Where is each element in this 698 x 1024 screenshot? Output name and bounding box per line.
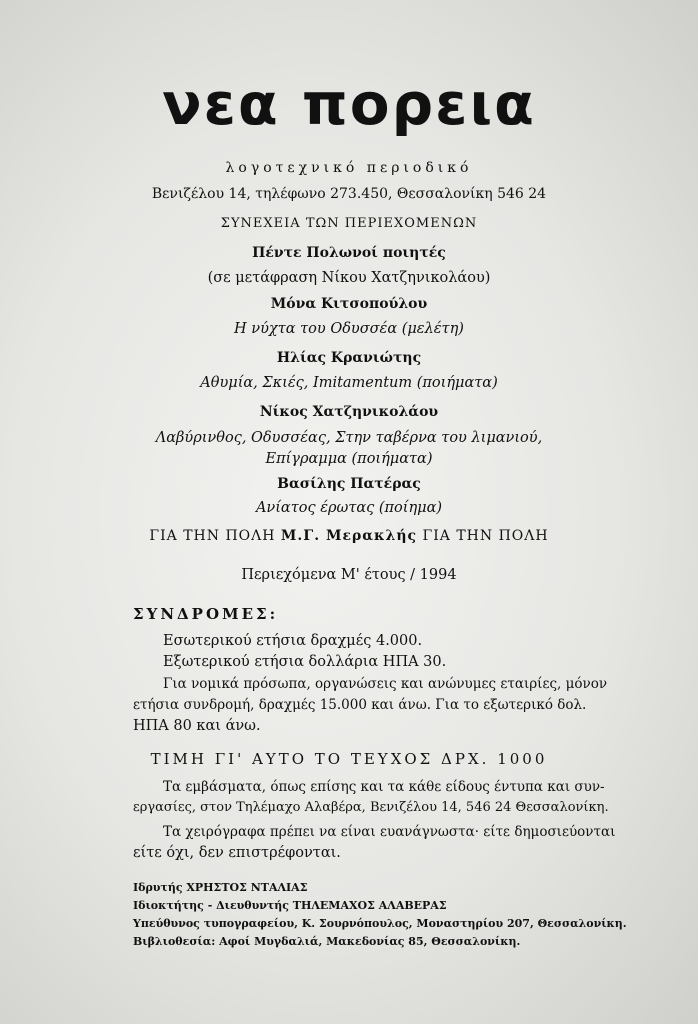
contents-work-3: Αθυμία, Σκιές, Imitamentum (ποιήματα) bbox=[200, 375, 498, 391]
issue-line: Περιεχόμενα Μ' έτους / 1994 bbox=[241, 567, 457, 583]
issue-price: ΤΙΜΗ ΓΙ' ΑΥΤΟ ΤΟ ΤΕΥΧΟΣ ΔΡΧ. 1000 bbox=[150, 750, 548, 768]
contents-work-5: Ανίατος έρωτας (ποίημα) bbox=[255, 500, 443, 516]
credit-founder: Ιδρυτής ΧΡΗΣΤΟΣ ΝΤΑΛΙΑΣ bbox=[133, 881, 308, 894]
note-line-4: είτε όχι, δεν επιστρέφονται. bbox=[133, 845, 341, 861]
subscription-legal-2: ετήσια συνδρομή, δραχμές 15.000 και άνω. Για το εξωτερικό δολ. bbox=[133, 697, 587, 713]
contents-heading: ΣΥΝΕΧΕΙΑ ΤΩΝ ΠΕΡΙΕΧΟΜΕΝΩΝ bbox=[220, 216, 478, 231]
note-line-2: εργασίες, στον Τηλέμαχο Αλαβέρα, Βενιζέλου 14, 546 24 Θεσσαλονίκη. bbox=[133, 800, 609, 815]
address-line: Βενιζέλου 14, τηλέφωνο 273.450, Θεσσαλονίκη 546 24 bbox=[151, 186, 547, 202]
subscription-legal-3: ΗΠΑ 80 και άνω. bbox=[133, 718, 261, 734]
contents-work-1: (σε μετάφραση Νίκου Χατζηνικολάου) bbox=[207, 270, 491, 286]
city-line-left: ΓΙΑ ΤΗΝ ΠΟΛΗ bbox=[149, 528, 276, 544]
contents-author-1: Πέντε Πολωνοί ποιητές bbox=[252, 245, 446, 261]
subtitle: λογοτεχνικό περιοδικό bbox=[225, 160, 473, 176]
subscription-foreign: Εξωτερικού ετήσια δολλάρια ΗΠΑ 30. bbox=[163, 654, 447, 670]
credit-bindery: Βιβλιοθεσία: Αφοί Μυγδαλιά, Μακεδονίας 85, Θεσσαλονίκη. bbox=[133, 935, 521, 948]
contents-author-5: Βασίλης Πατέρας bbox=[277, 476, 421, 492]
note-line-3: Τα χειρόγραφα πρέπει να είναι ευανάγνωστα· είτε δημοσιεύονται bbox=[163, 824, 616, 840]
credit-owner-director: Ιδιοκτήτης - Διευθυντής ΤΗΛΕΜΑΧΟΣ ΑΛΑΒΕΡΑΣ bbox=[133, 899, 447, 912]
contents-work-2: Η νύχτα του Οδυσσέα (μελέτη) bbox=[234, 321, 464, 337]
city-line-author: Μ.Γ. Μερακλής bbox=[280, 528, 418, 544]
credit-printer: Υπεύθυνος τυπογραφείου, Κ. Σουρνόπουλος, Μοναστηρίου 207, Θεσσαλονίκη. bbox=[133, 917, 627, 930]
city-line bbox=[0, 528, 698, 544]
contents-work-4b: Επίγραμμα (ποιήματα) bbox=[265, 451, 433, 467]
city-line-right: ΓΙΑ ΤΗΝ ΠΟΛΗ bbox=[422, 528, 549, 544]
note-line-1: Τα εμβάσματα, όπως επίσης και τα κάθε είδους έντυπα και συν- bbox=[163, 779, 605, 795]
contents-author-3: Ηλίας Κρανιώτης bbox=[276, 350, 422, 366]
subscription-domestic: Εσωτερικού ετήσια δραχμές 4.000. bbox=[163, 633, 423, 649]
contents-author-4: Νίκος Χατζηνικολάου bbox=[259, 404, 439, 420]
contents-author-2: Μόνα Κιτσοπούλου bbox=[270, 296, 428, 312]
subscriptions-heading: ΣΥΝΔΡΟΜΕΣ: bbox=[133, 605, 279, 623]
masthead-title: νεα πορεια bbox=[162, 70, 536, 138]
contents-work-4: Λαβύρινθος, Οδυσσέας, Στην ταβέρνα του λιμανιού, bbox=[155, 430, 543, 446]
subscription-legal-1: Για νομικά πρόσωπα, οργανώσεις και ανώνυμες εταιρίες, μόνον bbox=[163, 676, 608, 692]
